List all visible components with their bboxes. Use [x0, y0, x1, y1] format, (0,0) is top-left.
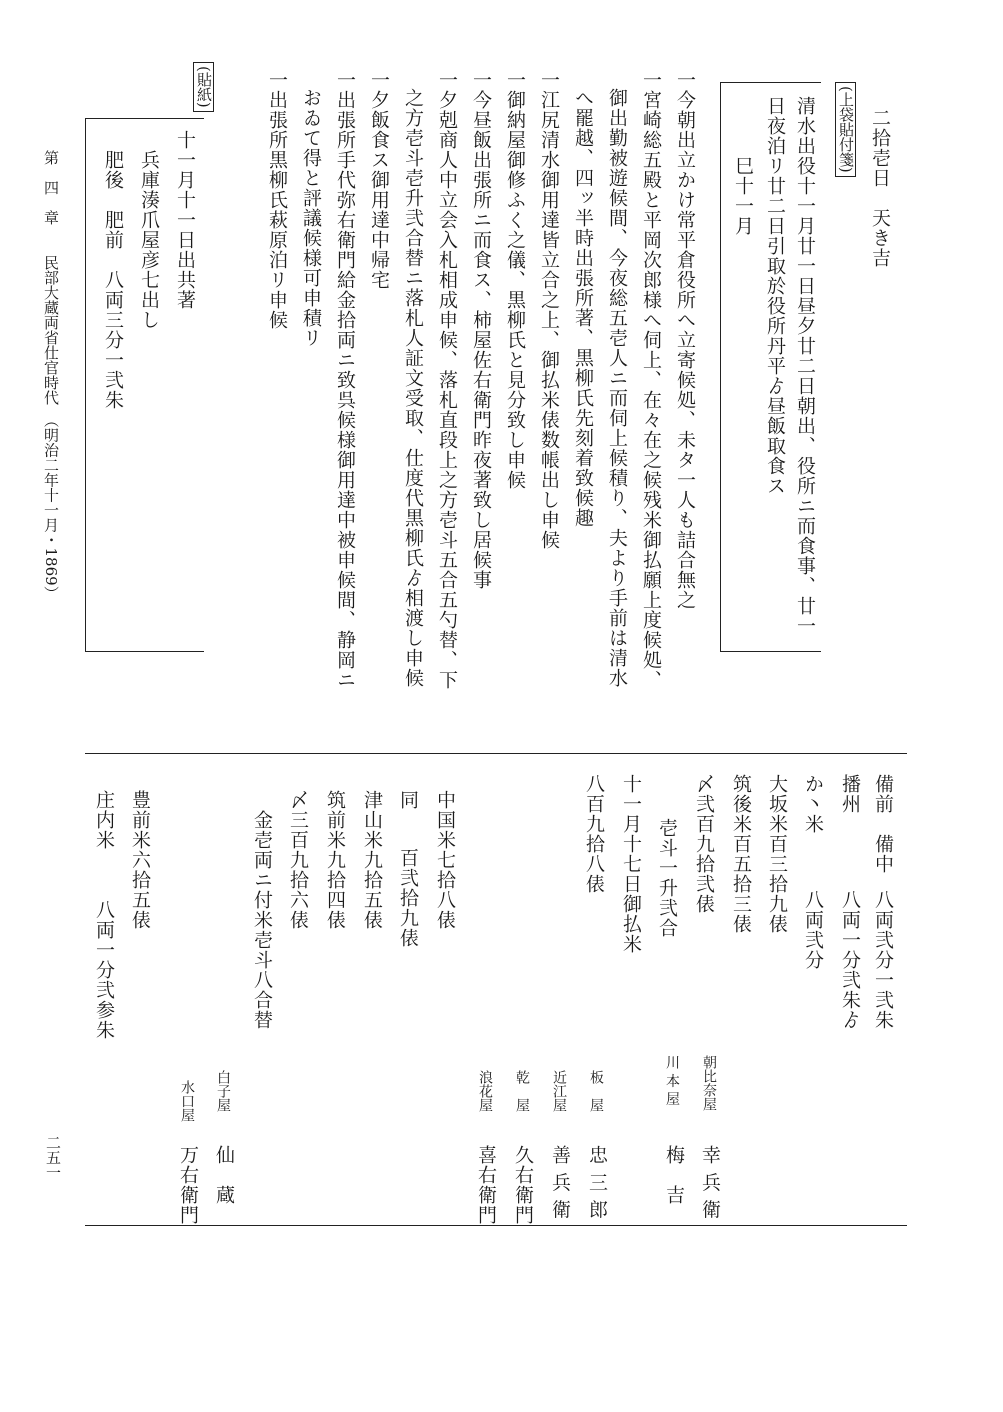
sale-col: 〆三百九拾六俵	[287, 790, 309, 930]
merchant-person: 忠 三 郎	[586, 1145, 608, 1220]
lower-divider	[85, 1225, 907, 1226]
entry-line: 一御納屋御修ふく之儀、黒柳氏と見分致し申候	[504, 70, 526, 490]
merchant-shop: 川 本 屋	[664, 1055, 680, 1106]
slip-line: 肥後 肥前 八両三分一弐朱	[102, 150, 124, 410]
entry-line: 一宮崎総五殿と平岡次郎様へ伺上、在々在之候残米御払願上度候処、	[640, 70, 662, 690]
sale-col: 筑前米九拾四俵	[324, 790, 346, 930]
entry-line: 一出張所黒柳氏萩原泊リ申候	[266, 70, 288, 330]
page-number: 二五一	[44, 1135, 62, 1180]
merchant-shop: 白子屋	[215, 1070, 231, 1112]
entry-line: 一今朝出立かけ常平倉役所へ立寄候処、未タ一人も詰合無之	[674, 70, 696, 610]
sale-col: 八百九拾八俵	[583, 774, 605, 894]
sale-col: 十一月十七日御払米	[620, 774, 642, 954]
attached-note-line-2: 日夜泊リ廿二日引取於役所丹平ゟ昼飯取食ス	[764, 96, 786, 496]
sale-col: 八両一分弐朱ゟ	[839, 890, 861, 1030]
merchant-person: 仙 蔵	[213, 1145, 235, 1205]
entry-line: へ罷越、四ッ半時出張所著、黒柳氏先刻着致候趣	[572, 88, 594, 528]
date-line: 二拾壱日 天き吉	[869, 108, 891, 268]
attached-note-line-1: 清水出役十一月廿一日昼夕廿二日朝出、役所ニ而食事、廿一	[794, 96, 816, 636]
merchant-person: 梅 吉	[663, 1145, 685, 1205]
sale-col: 津山米九拾五俵	[361, 790, 383, 930]
entry-line: 一夕飯食ス御用達中帰宅	[368, 70, 390, 290]
sale-col: 百弐拾九俵	[397, 848, 419, 948]
entry-line: 一江尻清水御用達皆立合之上、御払米俵数帳出し申候	[538, 70, 560, 550]
merchant-person: 喜右衛門	[475, 1145, 497, 1225]
slip-line: 兵庫湊爪屋彦七出し	[138, 150, 160, 330]
attached-note-month: 巳十一月	[732, 156, 754, 236]
sale-col: 豊前米六拾五俵	[129, 790, 151, 930]
entry-line: 御出勤被遊候間、今夜総五壱人ニ而伺上候積り、夫より手前は清水	[606, 88, 628, 688]
sale-col: 八両弐分	[802, 890, 824, 970]
upper-divider	[85, 753, 907, 754]
entry-line: 一出張所手代弥右衛門給金拾両ニ致呉候様御用達中被申候間、静岡ニ	[334, 70, 356, 690]
merchant-person: 幸 兵 衛	[699, 1145, 721, 1220]
entry-line: 之方壱斗壱升弐合替ニ落札人証文受取、仕度代黒柳氏ゟ相渡し申候	[402, 88, 424, 688]
merchant-shop: 浪花屋	[477, 1070, 493, 1112]
merchant-shop: 乾 屋	[514, 1070, 530, 1112]
attached-tag-label: (上袋貼付箋)	[835, 82, 856, 177]
sale-col: 庄内米	[93, 790, 115, 850]
sale-col: 壱斗一升弐合	[656, 818, 678, 938]
merchant-person: 善 兵 衛	[549, 1145, 571, 1220]
sale-col: 大坂米百三拾九俵	[766, 774, 788, 934]
sale-col: か丶米	[802, 774, 824, 834]
sale-col: 中国米七拾八俵	[434, 790, 456, 930]
sale-col: 備前 備中	[872, 774, 894, 874]
merchant-shop: 板 屋	[588, 1070, 604, 1112]
entry-line: おゐて得と評議候様可申積リ	[300, 88, 322, 348]
merchant-shop: 近江屋	[551, 1070, 567, 1112]
sale-col: 〆弐百九拾弐俵	[693, 774, 715, 914]
entry-line: 一夕剋商人中立会入札相成申候、落札直段上之方壱斗五合五勺替、下	[436, 70, 458, 690]
sale-col: 八両一分弐参朱	[93, 900, 115, 1040]
merchant-person: 万右衛門	[177, 1145, 199, 1225]
slip-label: (貼紙)	[193, 62, 214, 112]
entry-line: 一今昼飯出張所ニ而食ス、柿屋佐右衛門昨夜著致し居候事	[470, 70, 492, 590]
sale-col: 金壱両ニ付米壱斗八合替	[251, 810, 273, 1030]
chapter-heading: 第 四 章 民部大蔵両省仕官時代 （明治二年十一月・1869）	[42, 150, 60, 601]
sale-col: 同	[397, 790, 419, 810]
merchant-person: 久右衛門	[512, 1145, 534, 1225]
sale-col: 筑後米百五拾三俵	[730, 774, 752, 934]
merchant-shop: 水口屋	[179, 1080, 195, 1122]
sale-col: 八両弐分一弐朱	[872, 890, 894, 1030]
merchant-shop: 朝比奈屋	[701, 1055, 717, 1111]
sale-col: 播州	[839, 774, 861, 814]
slip-line: 十一月十一日出共著	[174, 130, 196, 310]
